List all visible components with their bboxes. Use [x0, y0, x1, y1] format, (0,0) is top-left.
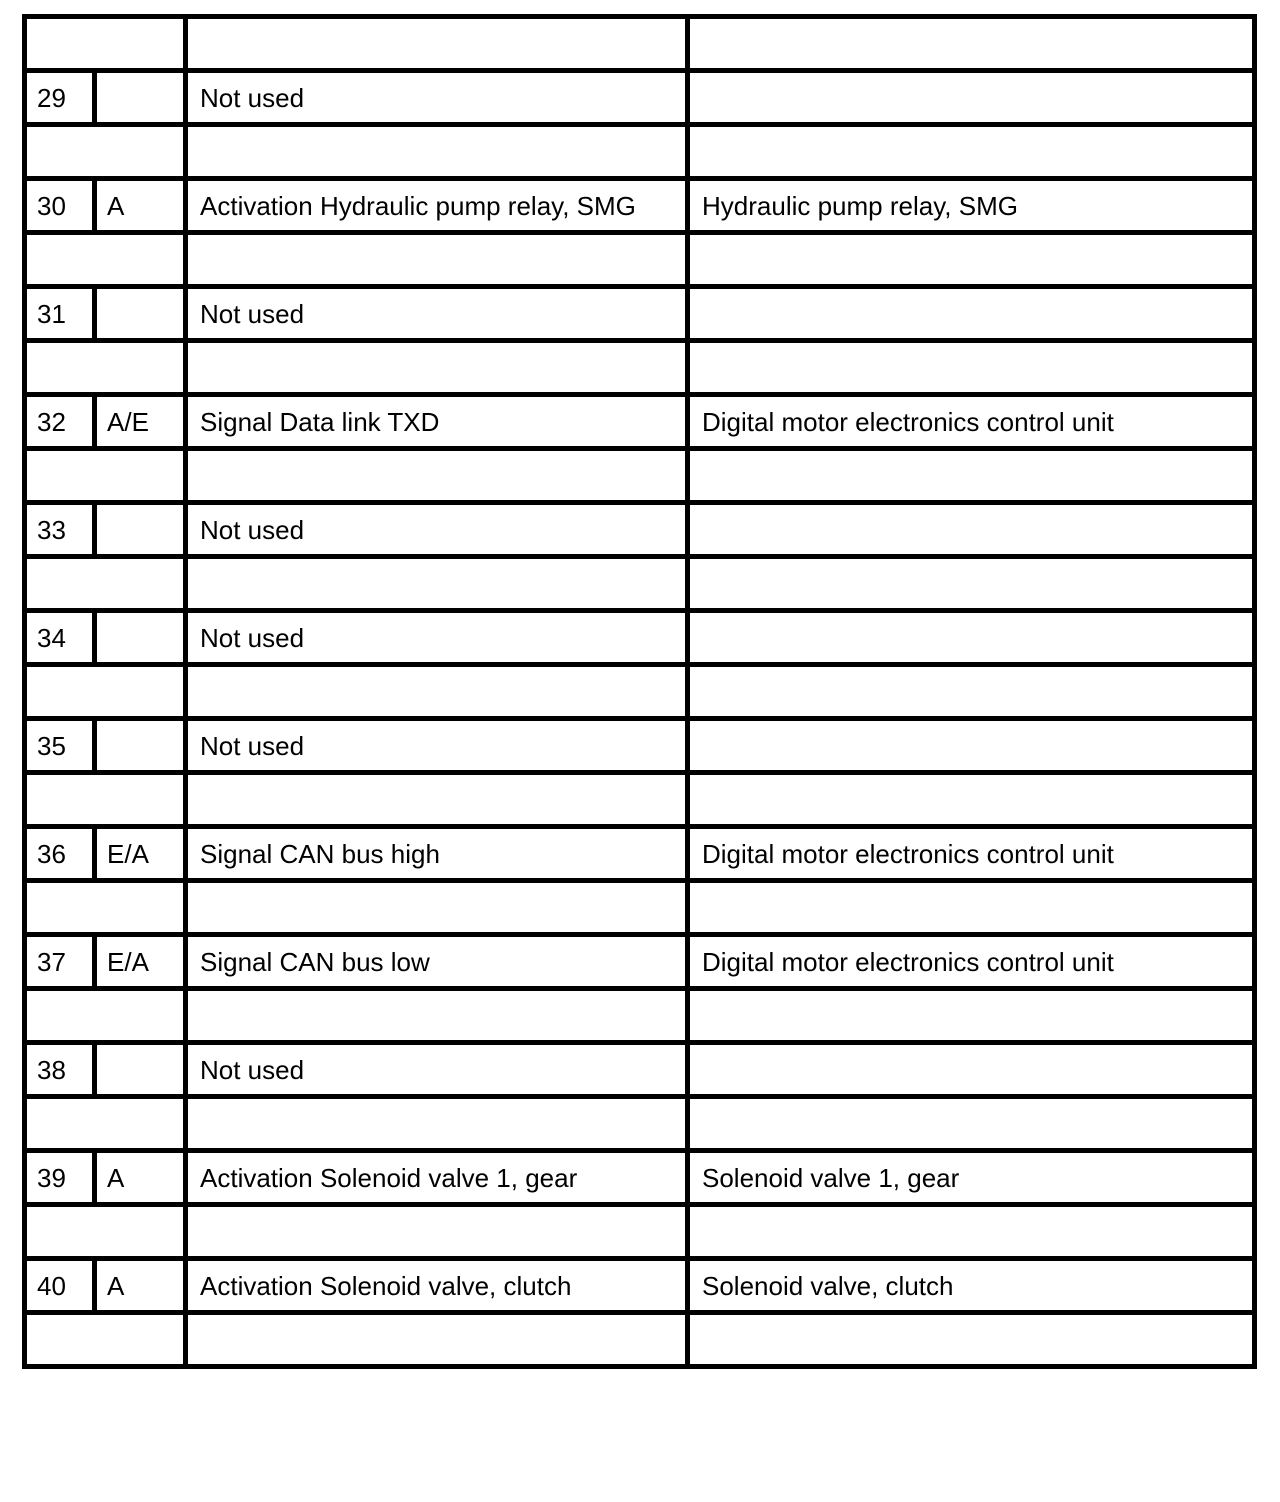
- spacer-row: [25, 449, 1255, 503]
- spacer-cell: [25, 125, 186, 179]
- signal-type: [95, 287, 186, 341]
- signal-type: A: [95, 179, 186, 233]
- spacer-row: [25, 1313, 1255, 1367]
- pin-description: Signal CAN bus low: [186, 935, 688, 989]
- spacer-row: [25, 773, 1255, 827]
- pin-description: Signal CAN bus high: [186, 827, 688, 881]
- pin-table-body: [25, 17, 1255, 1367]
- spacer-cell: [688, 1205, 1255, 1259]
- spacer-cell: [688, 557, 1255, 611]
- spacer-cell: [25, 341, 186, 395]
- signal-type: [95, 503, 186, 557]
- spacer-cell: [688, 773, 1255, 827]
- pin-number: 39: [25, 1151, 95, 1205]
- spacer-cell: [25, 881, 186, 935]
- connected-component: [688, 503, 1255, 557]
- pin-row: [25, 1043, 1255, 1097]
- spacer-cell: [25, 1097, 186, 1151]
- spacer-cell: [688, 1097, 1255, 1151]
- connected-component: [688, 611, 1255, 665]
- spacer-row: [25, 1205, 1255, 1259]
- spacer-cell: [186, 1313, 688, 1367]
- pin-row: [25, 935, 1255, 989]
- pin-number: 34: [25, 611, 95, 665]
- spacer-cell: [186, 233, 688, 287]
- spacer-cell: [186, 341, 688, 395]
- spacer-cell: [688, 881, 1255, 935]
- signal-type: [95, 1043, 186, 1097]
- spacer-cell: [688, 665, 1255, 719]
- pin-description: Not used: [186, 71, 688, 125]
- spacer-cell: [25, 1313, 186, 1367]
- signal-type: A: [95, 1259, 186, 1313]
- pin-row: [25, 611, 1255, 665]
- spacer-cell: [688, 125, 1255, 179]
- pin-row: [25, 1259, 1255, 1313]
- pin-description: Signal Data link TXD: [186, 395, 688, 449]
- pin-row: [25, 719, 1255, 773]
- signal-type: A/E: [95, 395, 186, 449]
- spacer-cell: [186, 449, 688, 503]
- spacer-cell: [688, 449, 1255, 503]
- signal-type: E/A: [95, 827, 186, 881]
- connected-component: Digital motor electronics control unit: [688, 395, 1255, 449]
- connected-component: [688, 719, 1255, 773]
- spacer-cell: [25, 1205, 186, 1259]
- pin-number: 37: [25, 935, 95, 989]
- spacer-cell: [186, 773, 688, 827]
- spacer-cell: [25, 989, 186, 1043]
- spacer-cell: [186, 17, 688, 71]
- connected-component: Hydraulic pump relay, SMG: [688, 179, 1255, 233]
- spacer-cell: [186, 557, 688, 611]
- spacer-cell: [186, 665, 688, 719]
- signal-type: [95, 719, 186, 773]
- pin-description: Activation Solenoid valve 1, gear: [186, 1151, 688, 1205]
- pin-number: 35: [25, 719, 95, 773]
- spacer-cell: [688, 341, 1255, 395]
- pin-number: 31: [25, 287, 95, 341]
- connected-component: Digital motor electronics control unit: [688, 827, 1255, 881]
- spacer-row: [25, 989, 1255, 1043]
- pin-description: Activation Hydraulic pump relay, SMG: [186, 179, 688, 233]
- pin-row: [25, 503, 1255, 557]
- spacer-cell: [25, 665, 186, 719]
- pin-description: Not used: [186, 287, 688, 341]
- pin-number: 38: [25, 1043, 95, 1097]
- pin-number: 36: [25, 827, 95, 881]
- spacer-cell: [186, 1205, 688, 1259]
- spacer-cell: [688, 17, 1255, 71]
- spacer-cell: [25, 557, 186, 611]
- pin-row: [25, 1151, 1255, 1205]
- spacer-row: [25, 665, 1255, 719]
- spacer-cell: [25, 773, 186, 827]
- connected-component: [688, 71, 1255, 125]
- pin-row: [25, 395, 1255, 449]
- pin-assignment-table: [22, 14, 1257, 1369]
- spacer-cell: [25, 449, 186, 503]
- spacer-row: [25, 557, 1255, 611]
- pin-description: Not used: [186, 503, 688, 557]
- connected-component: Solenoid valve 1, gear: [688, 1151, 1255, 1205]
- pin-number: 29: [25, 71, 95, 125]
- pin-row: [25, 71, 1255, 125]
- spacer-row: [25, 341, 1255, 395]
- spacer-cell: [25, 17, 186, 71]
- connected-component: [688, 1043, 1255, 1097]
- spacer-cell: [186, 125, 688, 179]
- spacer-cell: [688, 1313, 1255, 1367]
- signal-type: [95, 71, 186, 125]
- signal-type: E/A: [95, 935, 186, 989]
- connected-component: [688, 287, 1255, 341]
- spacer-cell: [186, 989, 688, 1043]
- spacer-row: [25, 17, 1255, 71]
- signal-type: [95, 611, 186, 665]
- spacer-row: [25, 233, 1255, 287]
- pin-description: Activation Solenoid valve, clutch: [186, 1259, 688, 1313]
- connected-component: Solenoid valve, clutch: [688, 1259, 1255, 1313]
- signal-type: A: [95, 1151, 186, 1205]
- connected-component: Digital motor electronics control unit: [688, 935, 1255, 989]
- spacer-cell: [186, 881, 688, 935]
- pin-row: [25, 287, 1255, 341]
- pin-description: Not used: [186, 611, 688, 665]
- spacer-row: [25, 881, 1255, 935]
- spacer-cell: [688, 989, 1255, 1043]
- spacer-cell: [186, 1097, 688, 1151]
- pin-row: [25, 827, 1255, 881]
- pin-number: 33: [25, 503, 95, 557]
- pin-row: [25, 179, 1255, 233]
- pin-number: 40: [25, 1259, 95, 1313]
- spacer-cell: [688, 233, 1255, 287]
- pin-number: 32: [25, 395, 95, 449]
- spacer-row: [25, 125, 1255, 179]
- spacer-cell: [25, 233, 186, 287]
- pin-description: Not used: [186, 719, 688, 773]
- pin-number: 30: [25, 179, 95, 233]
- pin-description: Not used: [186, 1043, 688, 1097]
- spacer-row: [25, 1097, 1255, 1151]
